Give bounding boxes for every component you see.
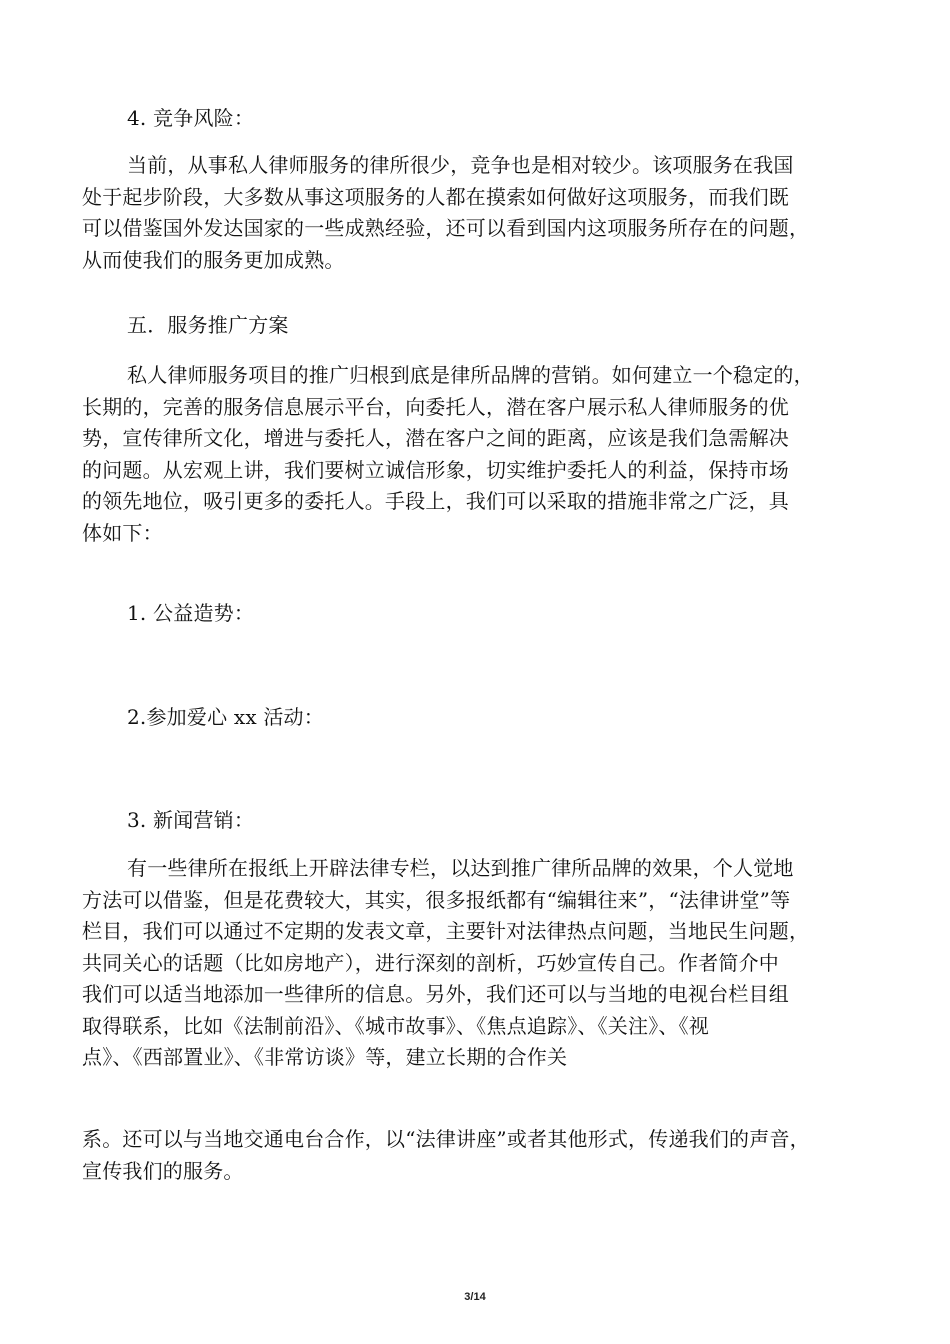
page-number: 3/14 bbox=[464, 1291, 486, 1303]
paragraph-line: 点》、《西部置业》、《非常访谈》等，建立长期的合作关 bbox=[82, 1045, 568, 1069]
paragraph-line: 取得联系，比如《法制前沿》、《城市故事》、《焦点追踪》、《关注》、《视 bbox=[82, 1013, 709, 1038]
heading-charity-activity: 2.参加爱心 xx 活动： bbox=[127, 705, 324, 729]
paragraph-line: 的问题。从宏观上讲，我们要树立诚信形象，切实维护委托人的利益，保持市场 bbox=[82, 457, 789, 482]
paragraph-line: 栏目，我们可以通过不定期的发表文章，主要针对法律热点问题，当地民生问题， bbox=[82, 919, 810, 943]
paragraph-news-marketing-continued bbox=[82, 1124, 872, 1187]
heading-news-marketing: 3. 新闻营销： bbox=[127, 808, 255, 832]
paragraph-news-marketing bbox=[82, 853, 872, 1074]
heading-promotion-plan: 五．服务推广方案 bbox=[127, 313, 289, 337]
paragraph-line: 从而使我们的服务更加成熟。 bbox=[82, 247, 345, 272]
paragraph-line: 方法可以借鉴，但是花费较大，其实，很多报纸都有“编辑往来”，“法律讲堂”等 bbox=[82, 887, 791, 912]
paragraph-line: 势，宣传律所文化，增进与委托人，潜在客户之间的距离，应该是我们急需解决 bbox=[82, 426, 789, 450]
paragraph-line: 有一些律所在报纸上开辟法律专栏，以达到推广律所品牌的效果，个人觉地 bbox=[127, 856, 794, 880]
paragraph-promotion-plan bbox=[82, 360, 872, 549]
paragraph-competition-risk bbox=[82, 150, 872, 276]
paragraph-line: 可以借鉴国外发达国家的一些成熟经验，还可以看到国内这项服务所存在的问题， bbox=[82, 216, 810, 240]
paragraph-line: 私人律师服务项目的推广归根到底是律所品牌的营销。如何建立一个稳定的， bbox=[127, 363, 814, 387]
paragraph-line: 系。还可以与当地交通电台合作，以“法律讲座”或者其他形式，传递我们的声音， bbox=[82, 1127, 810, 1151]
heading-competition-risk: 4. 竞争风险： bbox=[127, 106, 255, 130]
paragraph-line: 宣传我们的服务。 bbox=[82, 1158, 244, 1183]
paragraph-line: 长期的，完善的服务信息展示平台，向委托人，潜在客户展示私人律师服务的优 bbox=[82, 394, 789, 419]
paragraph-line: 的领先地位，吸引更多的委托人。手段上，我们可以采取的措施非常之广泛，具 bbox=[82, 489, 789, 513]
paragraph-line: 当前，从事私人律师服务的律所很少，竞争也是相对较少。该项服务在我国 bbox=[127, 153, 794, 177]
heading-public-welfare: 1. 公益造势： bbox=[127, 601, 255, 625]
paragraph-line: 共同关心的话题（比如房地产），进行深刻的剖析，巧妙宣传自己。作者简介中 bbox=[82, 950, 779, 975]
paragraph-line: 体如下： bbox=[82, 520, 163, 545]
paragraph-line: 我们可以适当地添加一些律所的信息。另外，我们还可以与当地的电视台栏目组 bbox=[82, 982, 789, 1006]
paragraph-line: 处于起步阶段，大多数从事这项服务的人都在摸索如何做好这项服务，而我们既 bbox=[82, 184, 789, 209]
